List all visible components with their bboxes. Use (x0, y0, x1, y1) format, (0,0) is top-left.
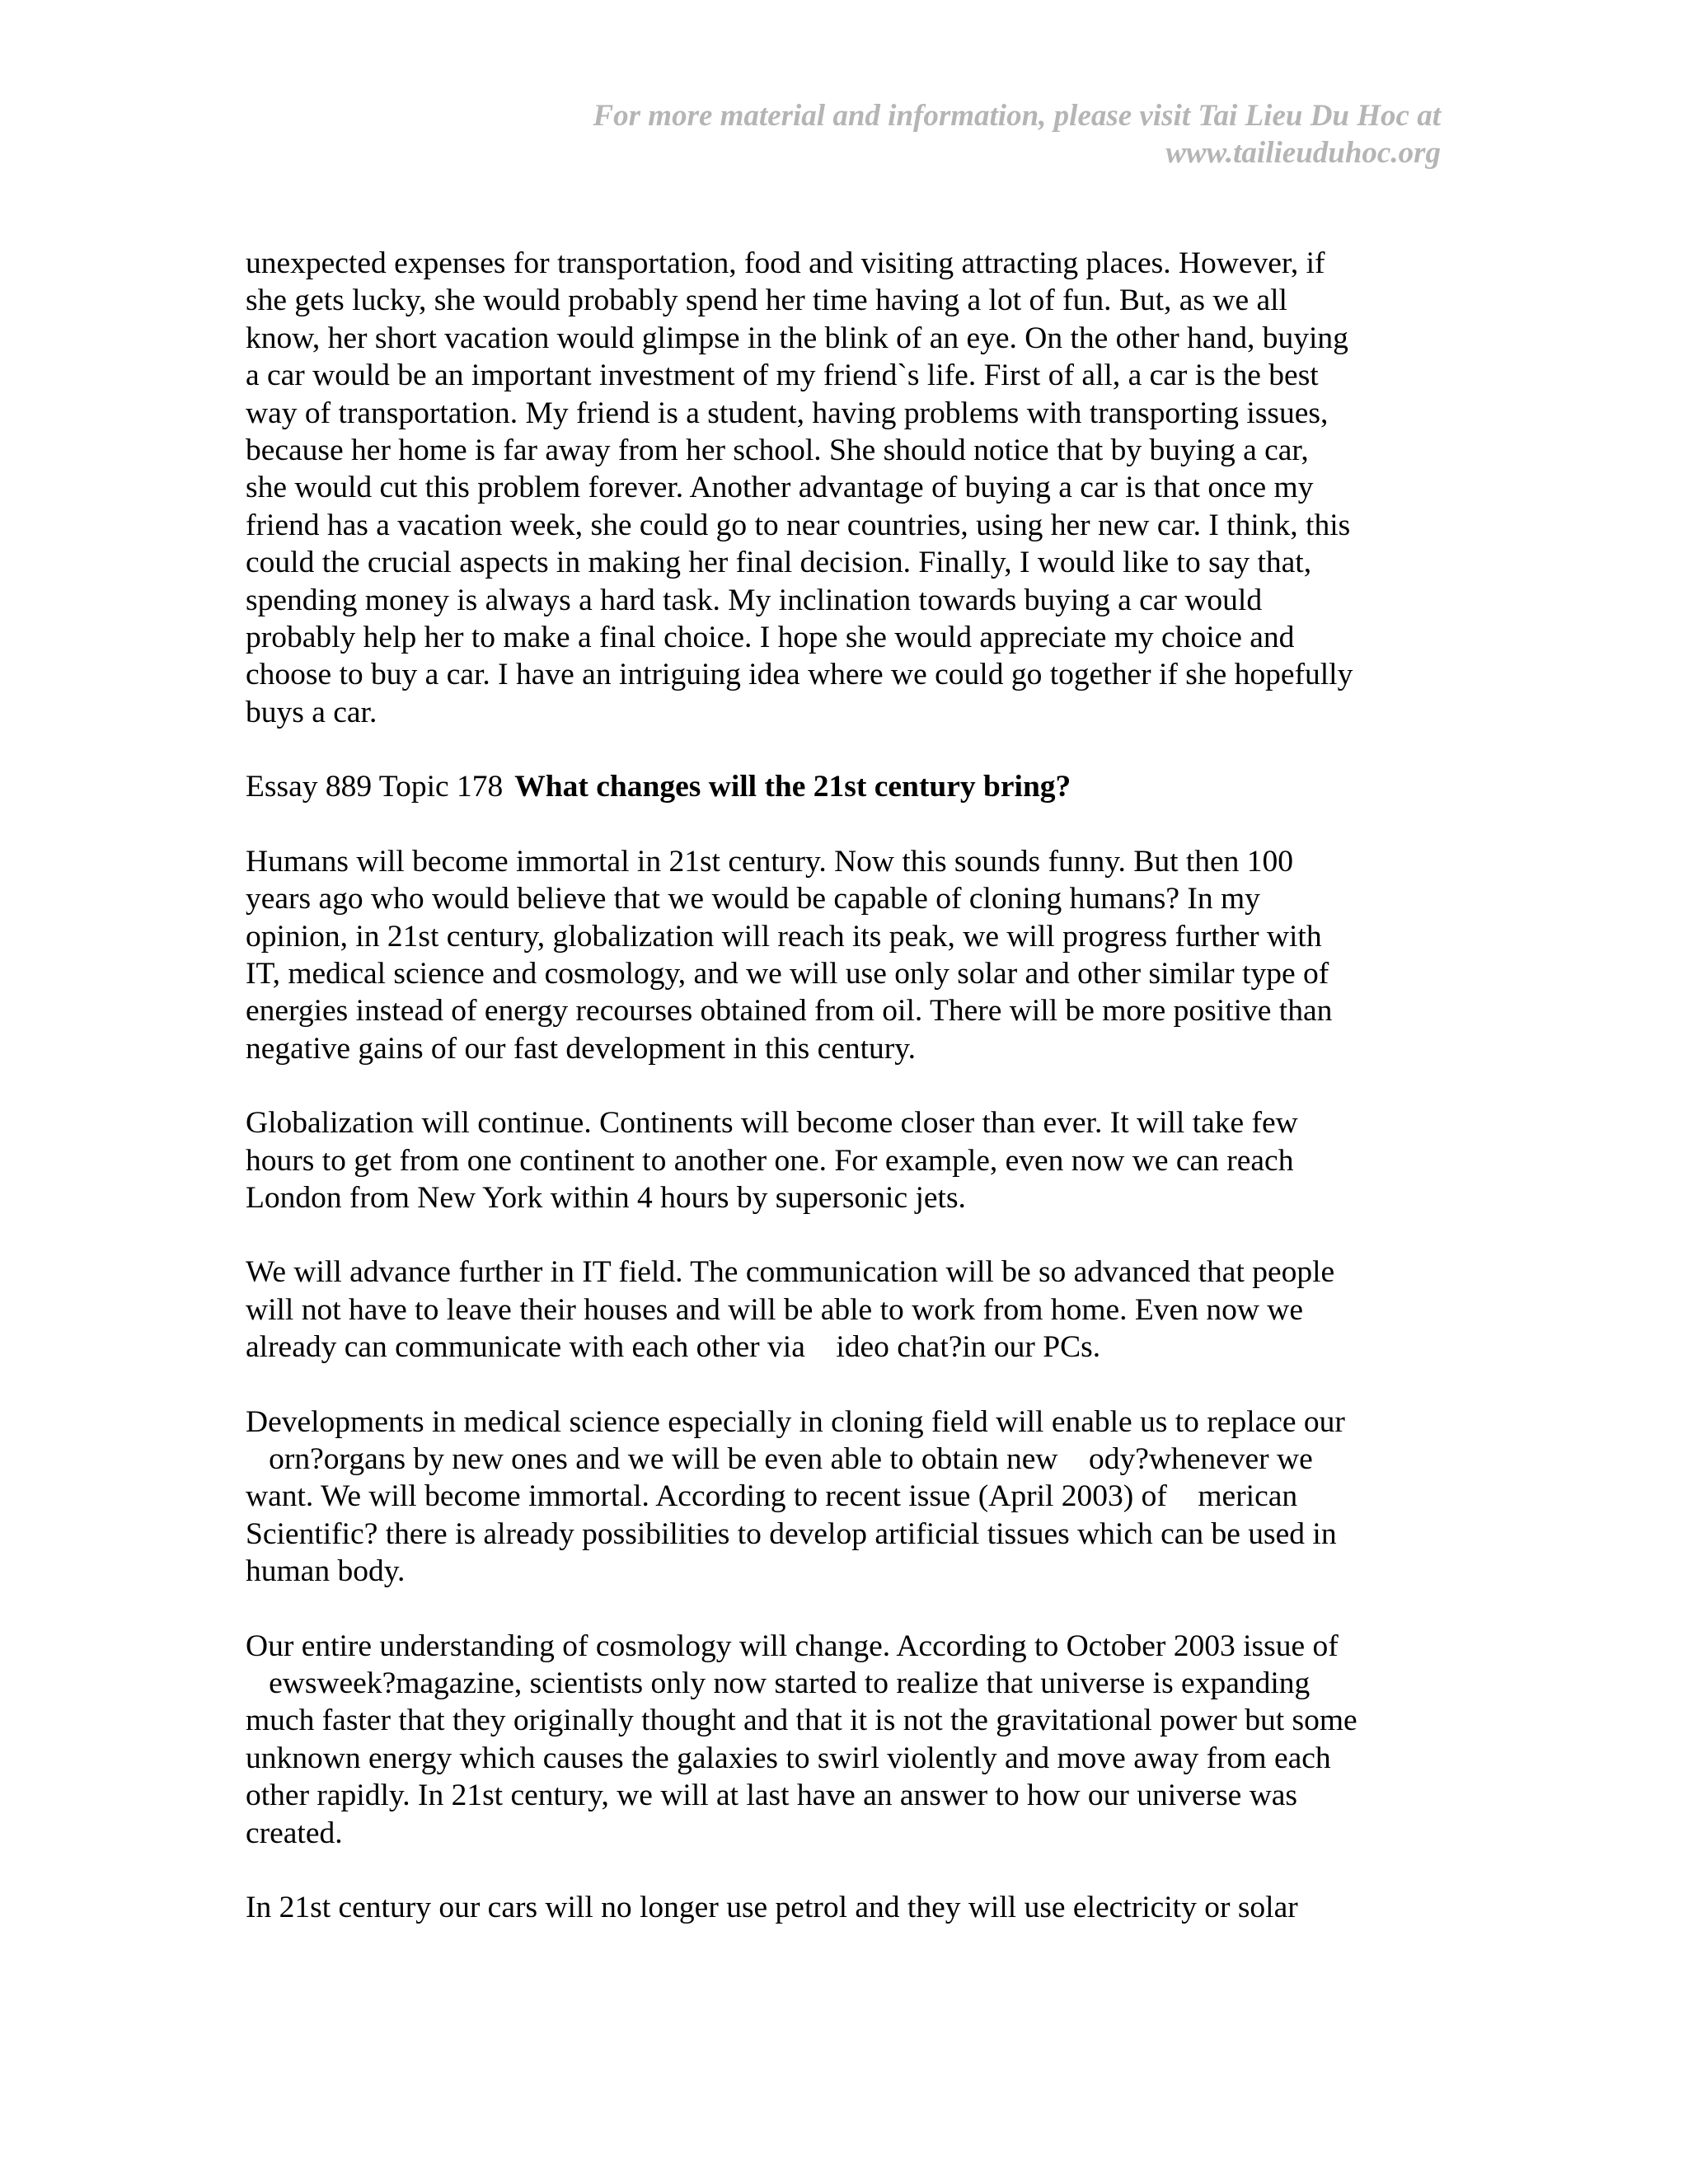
paragraph (246, 1104, 1449, 1216)
essay-label: Essay 889 Topic 178 (246, 770, 504, 804)
text-line: We will advance further in IT field. The communication will be so advanced that people (246, 1255, 1335, 1290)
paragraph (246, 245, 1449, 731)
text-line: created. (246, 1816, 343, 1850)
text-line: hours to get from one continent to another one. For example, even now we can reach (246, 1143, 1294, 1178)
text-line: other rapidly. In 21st century, we will at last have an answer to how our universe was (246, 1779, 1298, 1813)
text-line: human body. (246, 1554, 406, 1589)
text-line: Our entire understanding of cosmology will change. According to October 2003 issue of (246, 1629, 1339, 1663)
paragraph (246, 1889, 1449, 1926)
text-line: years ago who would believe that we would be capable of cloning humans? In my (246, 882, 1260, 916)
text-line: much faster that they originally thought and that it is not the gravitational power but some (246, 1704, 1357, 1738)
text-line: Humans will become immortal in 21st century. Now this sounds funny. But then 100 (246, 844, 1294, 879)
text-line: because her home is far away from her school. She should notice that by buying a car, (246, 434, 1309, 468)
text-line: know, her short vacation would glimpse in the blink of an eye. On the other hand, buying (246, 321, 1348, 355)
text-line: friend has a vacation week, she could go to near countries, using her new car. I think, this (246, 508, 1351, 542)
text-line: she gets lucky, she would probably spend her time having a lot of fun. But, as we all (246, 284, 1287, 318)
text-line: a car would be an important investment of my friend`s life. First of all, a car is the best (246, 359, 1319, 393)
document-body (246, 245, 1449, 1963)
paragraph (246, 1628, 1449, 1852)
text-line: Scientific? there is already possibilities to develop artificial tissues which can be used in (246, 1516, 1337, 1551)
text-line: unknown energy which causes the galaxies to swirl violently and move away from each (246, 1741, 1331, 1775)
paragraph (246, 843, 1449, 1067)
page-header (452, 97, 1441, 171)
essay-heading (246, 768, 1449, 805)
text-line: spending money is always a hard task. My inclination towards buying a car would (246, 583, 1263, 617)
text-line: will not have to leave their houses and will be able to work from home. Even now we (246, 1292, 1304, 1327)
paragraph (246, 1254, 1449, 1366)
text-line: London from New York within 4 hours by supersonic jets. (246, 1180, 966, 1215)
text-line: opinion, in 21st century, globalization will reach its peak, we will progress further with (246, 919, 1322, 954)
essay-title: What changes will the 21st century bring? (514, 770, 1071, 804)
text-line: could the crucial aspects in making her final decision. Finally, I would like to say that, (246, 546, 1312, 580)
text-line: she would cut this problem forever. Another advantage of buying a car is that once my (246, 471, 1314, 505)
text-line: In 21st century our cars will no longer use petrol and they will use electricity or solar (246, 1891, 1298, 1925)
text-line: unexpected expenses for transportation, food and visiting attracting places. However, if (246, 246, 1325, 280)
text-line: Globalization will continue. Continents will become closer than ever. It will take few (246, 1106, 1298, 1141)
text-line: Developments in medical science especially in cloning field will enable us to replace our (246, 1404, 1345, 1439)
text-line: orn?organs by new ones and we will be even able to obtain new ody?whenever we (246, 1441, 1313, 1476)
text-line: buys a car. (246, 695, 377, 729)
text-line: choose to buy a car. I have an intriguing idea where we could go together if she hopefully (246, 658, 1353, 692)
text-line: way of transportation. My friend is a student, having problems with transporting issues, (246, 396, 1329, 430)
text-line: want. We will become immortal. According to recent issue (April 2003) of merican (246, 1479, 1298, 1514)
text-line: negative gains of our fast development in this century. (246, 1031, 916, 1066)
paragraph (246, 1404, 1449, 1591)
header-website: www.tailieuduhoc.org (1165, 136, 1441, 170)
text-line: IT, medical science and cosmology, and we will use only solar and other similar type of (246, 956, 1329, 991)
text-line: ewsweek?magazine, scientists only now started to realize that universe is expanding (246, 1666, 1311, 1700)
header-line-1: For more material and information, please visit Tai Lieu Du Hoc at (593, 99, 1441, 133)
text-line: probably help her to make a final choice. I hope she would appreciate my choice and (246, 621, 1295, 655)
text-line: energies instead of energy recourses obtained from oil. There will be more positive than (246, 994, 1333, 1029)
text-line: already can communicate with each other via ideo chat?in our PCs. (246, 1330, 1101, 1365)
